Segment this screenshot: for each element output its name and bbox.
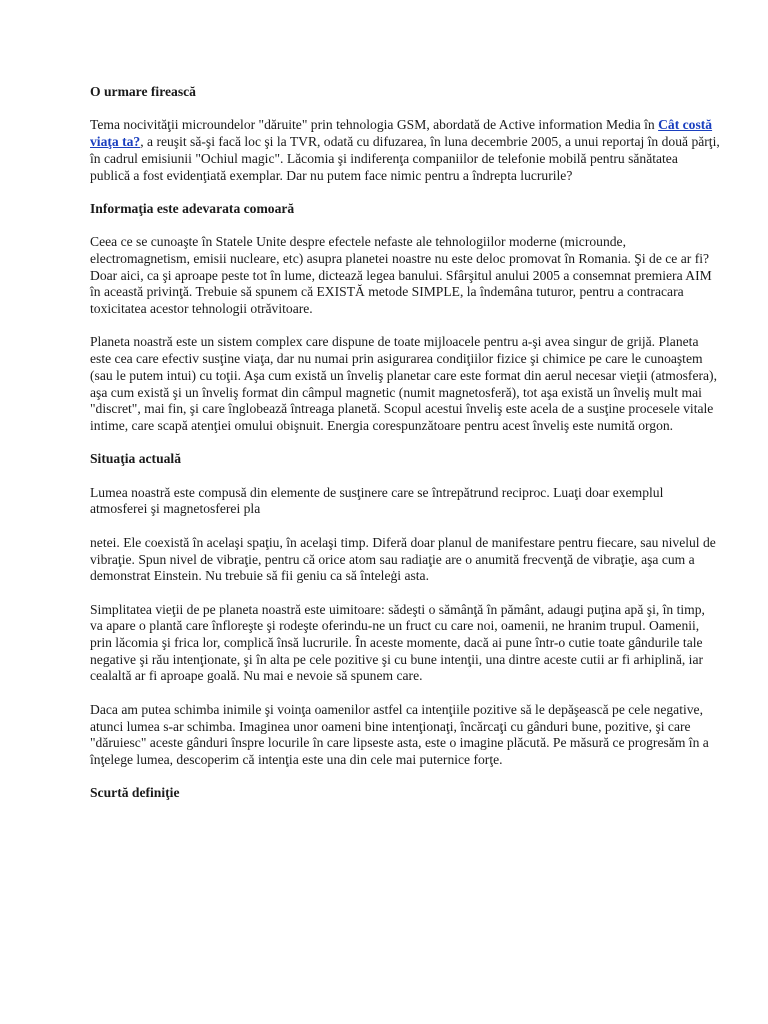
heading-scurta-definitie: Scurtă definiţie [90,785,180,801]
paragraph-intro-text-end: , a reuşit să-şi facă loc şi la TVR, odată cu difuzarea, în luna decembrie 2005, a unui reportaj în două părţi, în cadrul emisiunii "Ochiul magic". Lăcomia şi indiferenţa companiilor de telefonie mobilă pentru sănătatea publică a fost evidenţiată exemplar. Dar nu putem face nimic pentru a îndrepta lucrurile? [90,134,720,183]
paragraph-lumea-noastra: Lumea noastră este compusă din elemente de susţinere care se întrepătrund reciproc. Luaţi doar exemplul atmosferei şi magnetosferei pla [90,484,664,517]
heading-informatia: Informaţia este adevarata comoară [90,200,295,216]
paragraph-planeta: Planeta noastră este un sistem complex care dispune de toate mijloacele pentru a-şi avea singur de grijă. Planeta este cea care efectiv susţine viaţa, dar nu numai prin asigurarea condiţiilor fizice şi chimice pe care le cunoaştem (sau le putem intui) cu toţii. Aşa cum există un înveliş planetar care este format din aerul necesar vieţii (atmosfera), aşa cum există şi un înveliş format din câmpul magnetic (numit magnetosferă), tot aşa există un înveliş mult mai "discret", mai fin, şi care înglobează întreaga planetă. Scopul acestui înveliş este acela de a susţine procesele vitale intime, care scapă atenţiei omului obişnuit. Energia corespunzătoare pentru acest înveliş este numită orgon. [90,334,717,433]
document-page [90,84,720,802]
paragraph-statele-unite: Ceea ce se cunoaşte în Statele Unite despre efectele nefaste ale tehnologiilor moderne (microunde, electromagnetism, emisii nucleare, etc) asupra planetei noastre nu este deloc promovat în Romania. Şi de ce ar fi? Doar aici, ca şi aproape peste tot în lume, dictează legea banului. Sfârşitul anului 2005 a consemnat premiera AIM în această privinţă. Trebuie să spunem că EXISTĂ metode SIMPLE, la îndemâna tuturor, pentru a contracara toxicitatea acestor tehnologii otrăvitoare. [90,234,712,317]
paragraph-intro-text-start: Tema nocivităţii microundelor "dăruite" prin tehnologia GSM, abordată de Active information Media în [90,117,659,133]
paragraph-intentii: Daca am putea schimba inimile şi voinţa oamenilor astfel ca intenţiile pozitive să le depăşească pe cele negative, atunci lumea s-ar schimba. Imaginea unor oameni bine intenţionaţi, încărcaţi cu gânduri bune, pozitive, şi care "dăruiesc" aceste gânduri înspre locurile în care lipseste asta, este o imagine plăcută. Pe măsură ce progresăm în a înţelege lumea, descoperim că intenţia este una din cele mai puternice forţe. [90,701,709,767]
heading-urmare-fireasca: O urmare firească [90,84,196,99]
paragraph-simplitatea: Simplitatea vieţii de pe planeta noastră este uimitoare: sădeşti o sămânţă în pământ, adaugi puţina apă şi, în timp, va apare o plantă care înfloreşte şi rodeşte oferindu-ne un fruct cu care noi, oamenii, ne hranim trupul. Oamenii, prin lăcomia şi frica lor, complică însă lucrurile. În aceste momente, dacă ai pune într-o cutie toate gândurile tale negative şi rău intenţionate, şi în alta pe cele pozitive şi cu bune intenţii, una dintre aceste cutii ar fi arhiplină, iar cealaltă ar fi aproape goală. Nu mai e nevoie să spunem care. [90,601,705,684]
article-link[interactable]: Cât costă viaţa ta? [90,117,713,150]
paragraph-netei: netei. Ele coexistă în acelaşi spaţiu, în acelaşi timp. Diferă doar planul de manifestare pentru fiecare, sau nivelul de vibraţie. Spun nivel de vibraţie, pentru că orice atom sau radiaţie are o anumită frecvenţă de vibraţie, aşa cum a demonstrat Einstein. Nu trebuie să fii geniu ca să înteleġi asta. [90,534,716,584]
heading-situatia-actuala: Situaţia actuală [90,451,182,467]
paragraph-intro [90,117,720,184]
